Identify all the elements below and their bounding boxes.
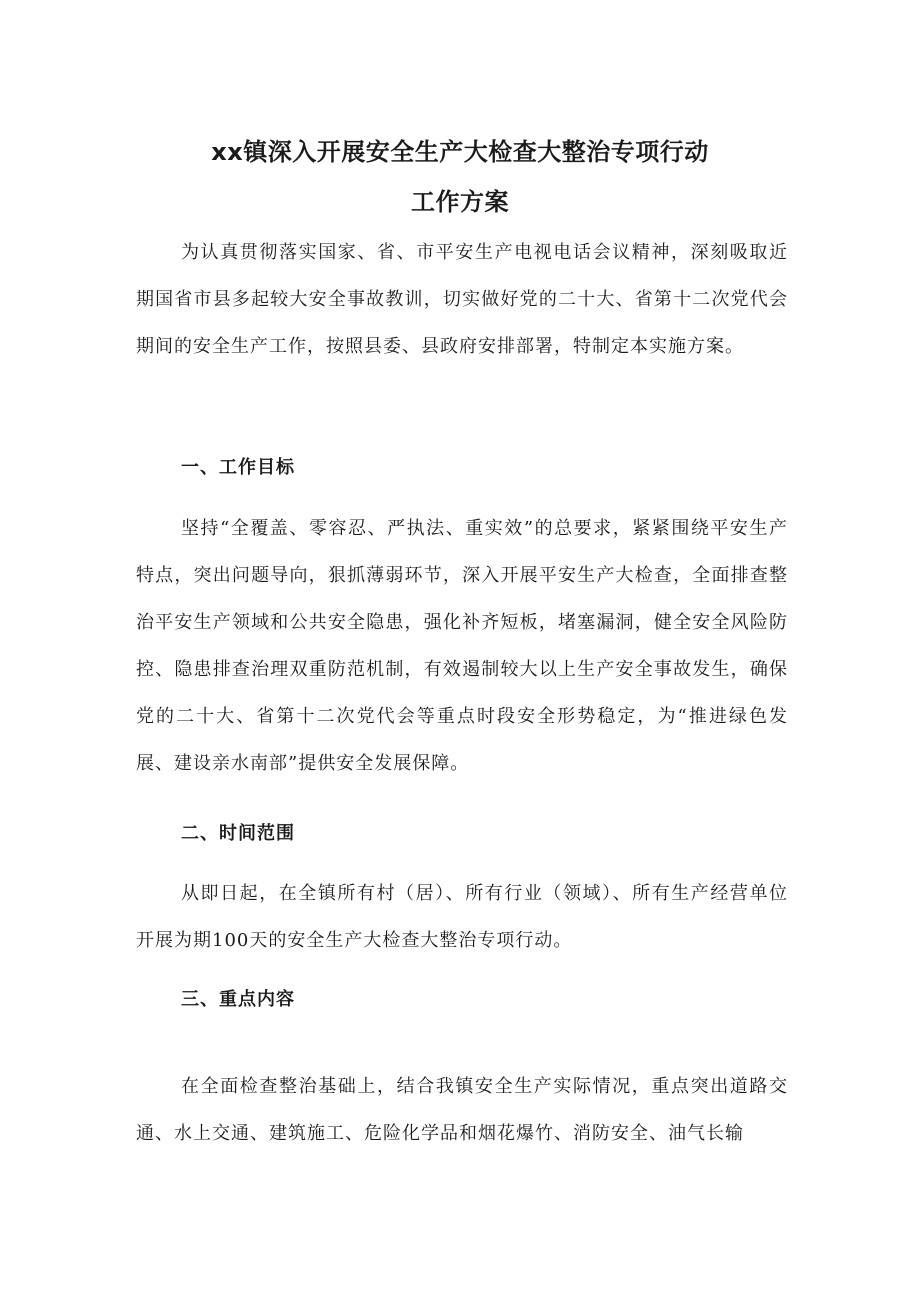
document-title-line-2: 工作方案 — [411, 188, 509, 216]
section-body-time-range: 从即日起，在全镇所有村（居）、所有行业（领域）、所有生产经营单位开展为期100天的安全生产大检查大整治专项行动。 — [136, 883, 788, 951]
intro-paragraph: 为认真贯彻落实国家、省、市平安生产电视电话会议精神，深刻吸取近期国省市县多起较大安全事故教训，切实做好党的二十大、省第十二次党代会期间的安全生产工作，按照县委、县政府安排部署，特制定本实施方案。 — [136, 242, 788, 357]
document-title-line-1: xx镇深入开展安全生产大检查大整治专项行动 — [211, 138, 709, 166]
section-heading-time-range: 二、时间范围 — [181, 823, 295, 844]
section-heading-goals: 一、工作目标 — [181, 457, 295, 478]
section-heading-key-content: 三、重点内容 — [181, 989, 295, 1010]
section-body-key-content: 在全面检查整治基础上，结合我镇安全生产实际情况，重点突出道路交通、水上交通、建筑施工、危险化学品和烟花爆竹、消防安全、油气长输 — [136, 1076, 788, 1144]
section-body-goals: 坚持“全覆盖、零容忍、严执法、重实效”的总要求，紧紧围绕平安生产特点，突出问题导向，狠抓薄弱环节，深入开展平安生产大检查，全面排查整治平安生产领域和公共安全隐患，强化补齐短板，堵塞漏洞，健全安全风险防控、隐患排查治理双重防范机制，有效遏制较大以上生产安全事故发生，确保党的二十大、省第十二次党代会等重点时段安全形势稳定，为“推进绿色发展、建设亲水南部”提供安全发展保障。 — [136, 518, 788, 774]
